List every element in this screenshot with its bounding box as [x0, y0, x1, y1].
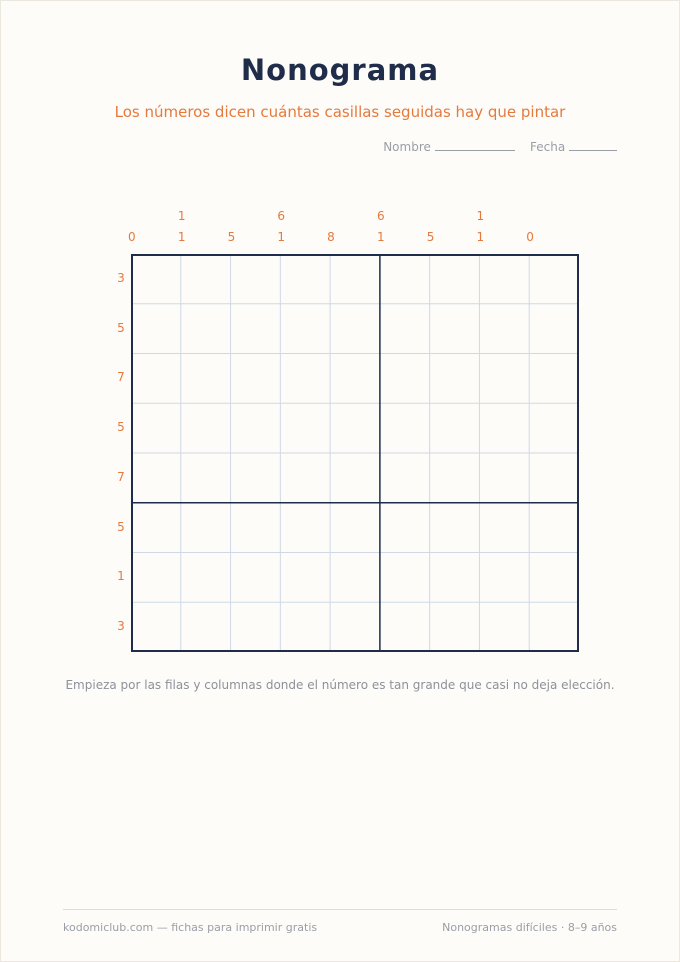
footer-site: kodomiclub.com — fichas para imprimir gratis: [63, 921, 318, 934]
column-clue: 1: [476, 230, 485, 244]
column-clue: 5: [227, 230, 236, 244]
column-clue: 8: [327, 230, 335, 244]
row-clue: 5: [117, 320, 125, 335]
date-label: Fecha: [529, 140, 566, 154]
row-clue: 3: [117, 270, 125, 285]
footer-level: Nonogramas difíciles · 8–9 años: [442, 921, 617, 934]
date-line[interactable]: [569, 140, 617, 151]
row-clue: 7: [117, 469, 125, 484]
name-date-fields: [383, 140, 617, 154]
name-line[interactable]: [435, 140, 515, 151]
column-clue: 0: [526, 230, 534, 244]
row-clue: 5: [117, 519, 125, 534]
column-clue: 5: [426, 230, 435, 244]
column-clue: 1: [277, 230, 286, 244]
nonogram-grid-lines: [131, 254, 579, 652]
column-clue: 1: [476, 209, 485, 223]
name-label: Nombre: [383, 140, 431, 154]
column-clue: 6: [277, 209, 286, 223]
row-clue: 5: [117, 420, 125, 435]
row-clue: 7: [117, 370, 125, 385]
hint-text: Empieza por las filas y columnas donde el número es tan grande que casi no deja elección.: [65, 678, 615, 692]
page-title: Nonograma: [240, 53, 440, 87]
column-clue: 1: [177, 209, 186, 223]
nonogram-grid[interactable]: [131, 254, 579, 652]
column-clue: 0: [128, 230, 136, 244]
page-subtitle: Los números dicen cuántas casillas seguidas hay que pintar: [114, 103, 566, 121]
column-clue: 6: [376, 209, 385, 223]
column-clue: 1: [177, 230, 186, 244]
row-clue: 1: [117, 569, 125, 584]
column-clue: 1: [376, 230, 385, 244]
footer-divider: [63, 909, 617, 910]
row-clue: 3: [117, 619, 125, 634]
